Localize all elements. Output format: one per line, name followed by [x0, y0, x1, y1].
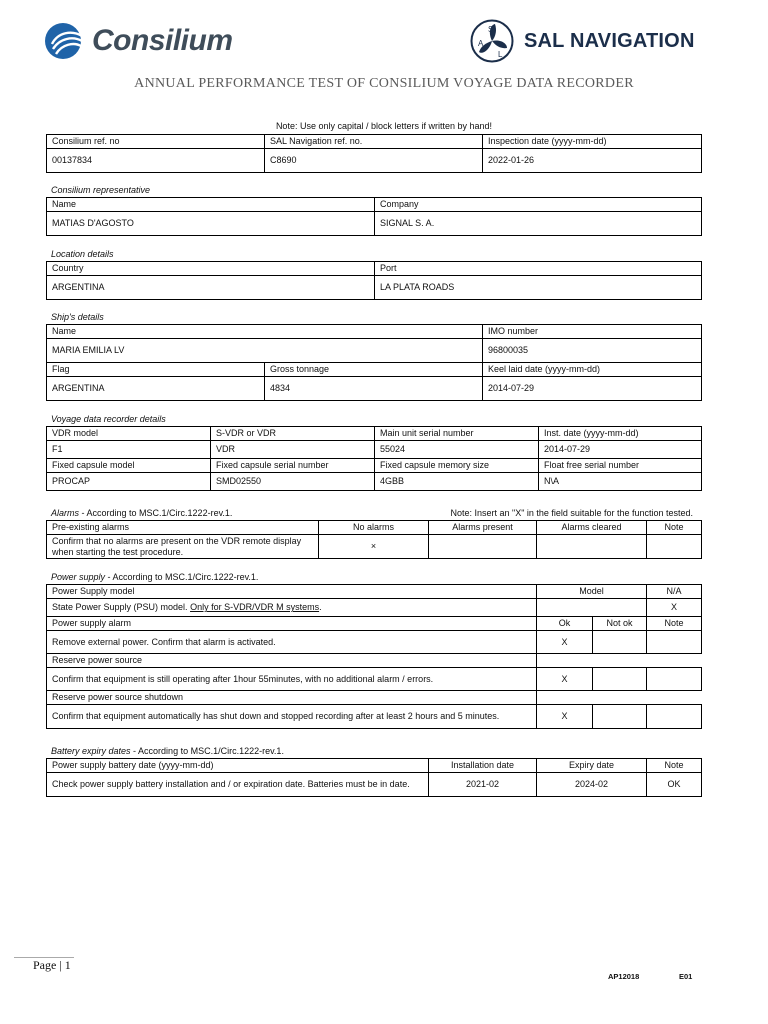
inspection-date-header: Inspection date (yyyy-mm-dd): [483, 135, 702, 149]
alarms-note-cell[interactable]: [647, 535, 702, 559]
vdr-model-header: VDR model: [47, 427, 211, 441]
power-supply-label-ref: - According to MSC.1/Circ.1222-rev.1.: [105, 572, 259, 582]
ship-name-header: Name: [47, 325, 483, 339]
flag-value[interactable]: ARGENTINA: [47, 377, 265, 401]
capsule-model-value[interactable]: PROCAP: [47, 473, 211, 491]
alarms-label-title: Alarms: [51, 508, 80, 518]
expiry-date-header: Expiry date: [537, 759, 647, 773]
vdr-model-value[interactable]: F1: [47, 441, 211, 459]
alarms-label: [51, 508, 232, 518]
keel-date-value[interactable]: 2014-07-29: [483, 377, 702, 401]
consilium-logo: [44, 22, 233, 60]
power-alarm-note-cell[interactable]: [647, 631, 702, 654]
consilium-ref-value[interactable]: 00137834: [47, 149, 265, 173]
power-note-header: Note: [647, 617, 702, 631]
imo-value[interactable]: 96800035: [483, 339, 702, 363]
sal-logo-text: SAL NAVIGATION: [524, 29, 695, 52]
revision-code: AP12018: [608, 972, 640, 981]
rep-name-value[interactable]: MATIAS D'AGOSTO: [47, 212, 375, 236]
pre-existing-alarms-header: Pre-existing alarms: [47, 521, 319, 535]
shutdown-notok-cell[interactable]: [593, 705, 647, 729]
alarms-table: [46, 520, 702, 559]
flag-header: Flag: [47, 363, 265, 377]
rep-name-header: Name: [47, 198, 375, 212]
document-title: ANNUAL PERFORMANCE TEST OF CONSILIUM VOYAGE DATA RECORDER: [134, 76, 634, 91]
consilium-logo-text: Consilium: [92, 24, 233, 57]
country-header: Country: [47, 262, 375, 276]
alarms-present-cell[interactable]: [429, 535, 537, 559]
consilium-ref-header: Consilium ref. no: [47, 135, 265, 149]
rep-company-header: Company: [375, 198, 702, 212]
vdr-label: Voyage data recorder details: [51, 414, 166, 424]
battery-label: [51, 746, 284, 756]
capsule-serial-value[interactable]: SMD02550: [211, 473, 375, 491]
keel-date-header: Keel laid date (yyyy-mm-dd): [483, 363, 702, 377]
psu-na-header: N/A: [647, 585, 702, 599]
representative-table: [46, 197, 702, 236]
inst-date-value[interactable]: 2014-07-29: [539, 441, 702, 459]
gross-tonnage-value[interactable]: 4834: [265, 377, 483, 401]
page-number: Page | 1: [33, 958, 71, 972]
alarms-label-ref: - According to MSC.1/Circ.1222-rev.1.: [79, 508, 233, 518]
edition-code: E01: [679, 972, 693, 981]
battery-label-title: Battery expiry dates: [51, 746, 131, 756]
float-free-serial-value[interactable]: N\A: [539, 473, 702, 491]
psu-na-cell[interactable]: X: [647, 599, 702, 617]
reserve-power-blank: [537, 654, 702, 668]
float-free-serial-header: Float free serial number: [539, 459, 702, 473]
alarms-present-header: Alarms present: [429, 521, 537, 535]
power-alarm-instruction: Remove external power. Confirm that alarm is activated.: [47, 631, 537, 654]
insert-x-note: Note: Insert an "X" in the field suitable for the function tested.: [450, 508, 693, 518]
no-alarms-cell[interactable]: ×: [319, 535, 429, 559]
battery-note-header: Note: [647, 759, 702, 773]
sal-ref-header: SAL Navigation ref. no.: [265, 135, 483, 149]
reserve-note-cell[interactable]: [647, 668, 702, 691]
battery-note-value[interactable]: OK: [647, 773, 702, 797]
expiry-date-value[interactable]: 2024-02: [537, 773, 647, 797]
sal-navigation-logo: [470, 18, 695, 64]
location-label: Location details: [51, 249, 114, 259]
reserve-power-instruction: Confirm that equipment is still operating after 1hour 55minutes, with no additional alarm / errors.: [47, 668, 537, 691]
battery-date-header: Power supply battery date (yyyy-mm-dd): [47, 759, 429, 773]
port-header: Port: [375, 262, 702, 276]
ship-name-value[interactable]: MARIA EMILIA LV: [47, 339, 483, 363]
consilium-wave-icon: [44, 22, 84, 60]
psu-text-end: .: [319, 602, 322, 613]
location-table: [46, 261, 702, 300]
representative-label: Consilium representative: [51, 185, 151, 195]
capsule-memory-header: Fixed capsule memory size: [375, 459, 539, 473]
capsule-serial-header: Fixed capsule serial number: [211, 459, 375, 473]
shutdown-header: Reserve power source shutdown: [47, 691, 537, 705]
psu-systems-note: Only for S-VDR/VDR M systems: [190, 602, 320, 613]
gross-tonnage-header: Gross tonnage: [265, 363, 483, 377]
alarms-cleared-header: Alarms cleared: [537, 521, 647, 535]
main-serial-header: Main unit serial number: [375, 427, 539, 441]
svdr-or-vdr-value[interactable]: VDR: [211, 441, 375, 459]
alarms-note-header: Note: [647, 521, 702, 535]
power-supply-label: [51, 572, 258, 582]
shutdown-ok-cell[interactable]: X: [537, 705, 593, 729]
ship-table: [46, 324, 702, 401]
svdr-or-vdr-header: S-VDR or VDR: [211, 427, 375, 441]
alarms-instruction: Confirm that no alarms are present on the VDR remote display when starting the test procedure.: [47, 535, 319, 559]
reserve-ok-cell[interactable]: X: [537, 668, 593, 691]
power-alarm-ok-cell[interactable]: X: [537, 631, 593, 654]
capsule-model-header: Fixed capsule model: [47, 459, 211, 473]
power-alarm-notok-cell[interactable]: [593, 631, 647, 654]
sal-letter-s: S: [488, 25, 494, 34]
not-ok-header: Not ok: [593, 617, 647, 631]
battery-instruction: Check power supply battery installation and / or expiration date. Batteries must be in date.: [47, 773, 429, 797]
inst-date-header: Inst. date (yyyy-mm-dd): [539, 427, 702, 441]
installation-date-header: Installation date: [429, 759, 537, 773]
rep-company-value[interactable]: SIGNAL S. A.: [375, 212, 702, 236]
vdr-table: [46, 426, 702, 491]
psu-text: State Power Supply (PSU) model.: [52, 602, 191, 613]
psu-model-header: Power Supply model: [47, 585, 537, 599]
sal-letter-l: L: [498, 50, 503, 59]
power-supply-table: [46, 584, 702, 729]
psu-model-cell[interactable]: [537, 599, 647, 617]
country-value[interactable]: ARGENTINA: [47, 276, 375, 300]
reserve-power-header: Reserve power source: [47, 654, 537, 668]
alarms-cleared-cell[interactable]: [537, 535, 647, 559]
capsule-memory-value[interactable]: 4GBB: [375, 473, 539, 491]
sal-propeller-icon: [470, 19, 514, 63]
references-table: [46, 134, 702, 173]
sal-ref-value[interactable]: C8690: [265, 149, 483, 173]
shutdown-blank: [537, 691, 702, 705]
power-supply-label-title: Power supply: [51, 572, 106, 582]
no-alarms-header: No alarms: [319, 521, 429, 535]
shutdown-note-cell[interactable]: [647, 705, 702, 729]
port-value[interactable]: LA PLATA ROADS: [375, 276, 702, 300]
power-alarm-header: Power supply alarm: [47, 617, 537, 631]
psu-model-instruction: [47, 599, 537, 617]
battery-label-ref: - According to MSC.1/Circ.1222-rev.1.: [130, 746, 284, 756]
battery-table: [46, 758, 702, 797]
reserve-notok-cell[interactable]: [593, 668, 647, 691]
ok-header: Ok: [537, 617, 593, 631]
shutdown-instruction: Confirm that equipment automatically has shut down and stopped recording after at least 2 hours and 5 minutes.: [47, 705, 537, 729]
psu-model-col-header: Model: [537, 585, 647, 599]
installation-date-value[interactable]: 2021-02: [429, 773, 537, 797]
inspection-date-value[interactable]: 2022-01-26: [483, 149, 702, 173]
ship-label: Ship's details: [51, 312, 104, 322]
sal-letter-a: A: [478, 39, 484, 48]
imo-header: IMO number: [483, 325, 702, 339]
handwriting-note: Note: Use only capital / block letters if written by hand!: [275, 121, 493, 131]
main-serial-value[interactable]: 55024: [375, 441, 539, 459]
